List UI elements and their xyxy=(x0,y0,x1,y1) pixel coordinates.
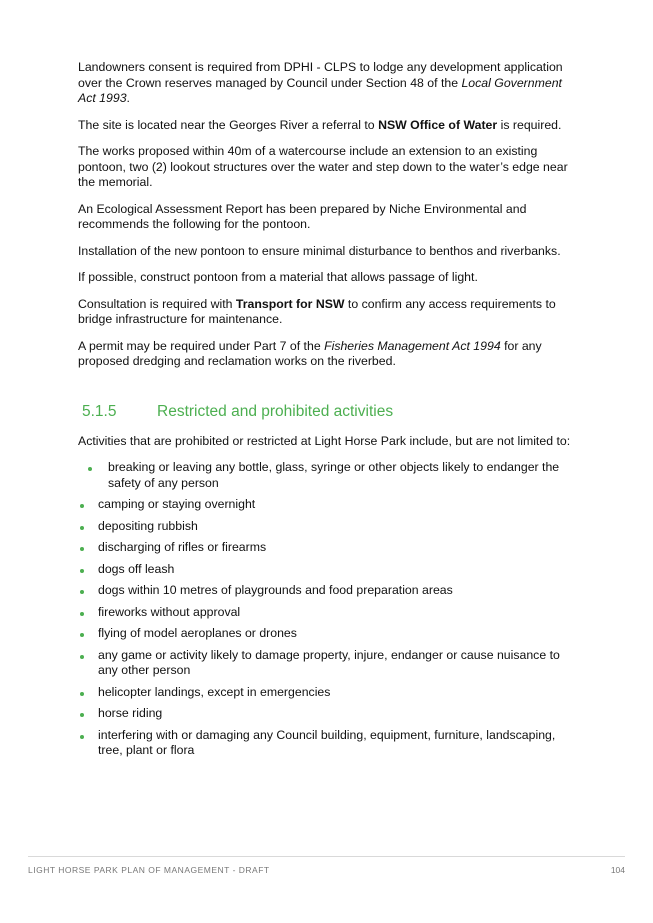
list-item xyxy=(78,562,578,578)
section-title: Restricted and prohibited activities xyxy=(157,402,394,420)
list-item-text: any game or activity likely to damage property, injure, endanger or cause nuisance to any other person xyxy=(98,647,560,677)
text-run: to confirm any access requirements to bridge infrastructure for maintenance. xyxy=(78,296,556,326)
bold-text: NSW Office of Water xyxy=(378,117,498,132)
italic-text: Fisheries Management Act 1994 xyxy=(324,338,501,353)
paragraph-list xyxy=(78,60,578,370)
bullet-icon xyxy=(80,590,84,594)
list-item-text: dogs within 10 metres of playgrounds and food preparation areas xyxy=(98,583,453,597)
list-item-text: interfering with or damaging any Council building, equipment, furniture, landscaping, tree, plant or flora xyxy=(98,727,556,757)
paragraph xyxy=(78,144,578,191)
page-number: 104 xyxy=(610,865,625,875)
bullet-icon xyxy=(88,467,92,471)
bold-text: Transport for NSW xyxy=(235,296,345,311)
paragraph xyxy=(78,270,578,286)
text-run: . xyxy=(126,91,130,105)
list-item-text: breaking or leaving any bottle, glass, syringe or other objects likely to endanger the safety of any person xyxy=(108,460,560,490)
text-run: If possible, construct pontoon from a material that allows passage of light. xyxy=(78,270,478,284)
paragraph xyxy=(78,202,578,233)
list-item xyxy=(78,583,578,599)
list-item xyxy=(78,626,578,642)
list-item xyxy=(78,497,578,513)
section-intro: Activities that are prohibited or restricted at Light Horse Park include, but are not limited to: xyxy=(78,433,571,448)
page-footer xyxy=(28,865,625,875)
text-run: The works proposed within 40m of a watercourse include an extension to an existing pontoon, two (2) lookout structures over the water and step down to the water’s edge near the memorial. xyxy=(78,144,568,189)
text-run: for any proposed dredging and reclamation works on the riverbed. xyxy=(78,338,542,368)
paragraph xyxy=(78,339,578,370)
section-number: 5.1.5 xyxy=(82,402,117,420)
bullet-icon xyxy=(80,504,84,508)
text-run: Installation of the new pontoon to ensure minimal disturbance to benthos and riverbanks. xyxy=(78,243,561,258)
bullet-icon xyxy=(80,569,84,573)
list-item-text: fireworks without approval xyxy=(98,604,241,619)
text-run: Landowners consent is required from DPHI - CLPS to lodge any development application over the Crown reserves managed by Council under Section 48 of the xyxy=(78,60,563,90)
list-item-text: helicopter landings, except in emergencies xyxy=(98,684,331,699)
section-heading xyxy=(82,402,578,422)
bullet-icon xyxy=(80,735,84,739)
list-item-text: camping or staying overnight xyxy=(98,497,256,511)
bullet-icon xyxy=(80,655,84,659)
list-item-text: depositing rubbish xyxy=(98,518,198,533)
bullet-icon xyxy=(80,692,84,696)
bullet-icon xyxy=(80,713,84,717)
list-item xyxy=(78,685,578,701)
list-item-text: flying of model aeroplanes or drones xyxy=(98,626,297,640)
list-item xyxy=(78,706,578,722)
text-run: is required. xyxy=(497,117,562,132)
list-item xyxy=(78,519,578,535)
list-item xyxy=(78,540,578,556)
italic-text: Local Government Act 1993 xyxy=(78,75,562,105)
list-item xyxy=(88,460,578,491)
list-item-text: horse riding xyxy=(98,706,163,720)
list-item xyxy=(78,605,578,621)
bullet-icon xyxy=(80,612,84,616)
list-item xyxy=(78,728,578,759)
paragraph xyxy=(78,244,578,260)
paragraph xyxy=(78,297,578,328)
list-item xyxy=(78,648,578,679)
text-run: Consultation is required with xyxy=(78,296,236,311)
footer-title: LIGHT HORSE PARK PLAN OF MANAGEMENT - DRAFT xyxy=(28,865,270,875)
footer-divider xyxy=(28,856,625,857)
text-run: An Ecological Assessment Report has been prepared by Niche Environmental and recommends the following for the pontoon. xyxy=(78,201,527,231)
list-item-text: dogs off leash xyxy=(98,561,175,576)
bullet-icon xyxy=(80,526,84,530)
list-item-text: discharging of rifles or firearms xyxy=(98,540,267,554)
activity-list xyxy=(78,460,578,759)
text-run: A permit may be required under Part 7 of the xyxy=(78,338,325,353)
paragraph xyxy=(78,118,578,134)
bullet-icon xyxy=(80,633,84,637)
text-run: The site is located near the Georges River a referral to xyxy=(78,117,379,132)
bullet-icon xyxy=(80,547,84,551)
paragraph xyxy=(78,60,578,107)
document-body xyxy=(78,60,578,765)
